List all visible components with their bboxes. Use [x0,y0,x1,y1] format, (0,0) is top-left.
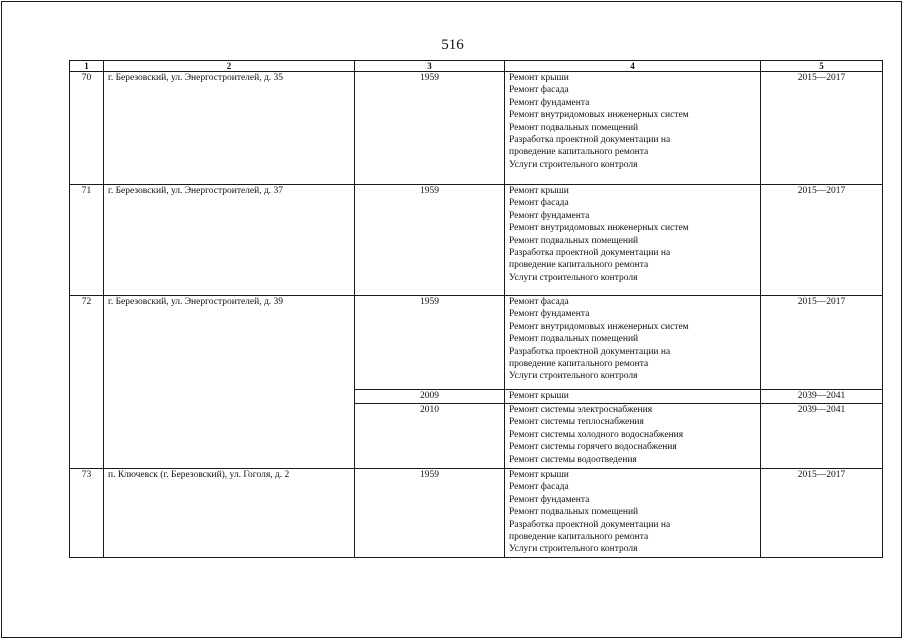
work-item: Ремонт фундамента [509,210,590,221]
work-item: Ремонт внутридомовых инженерных систем [509,110,689,121]
work-item: Ремонт крыши [509,391,569,401]
work-item: Услуги строительного контроля [509,371,638,382]
work-list [505,296,761,390]
commission-year: 1959 [355,72,505,185]
work-item: Услуги строительного контроля [509,544,638,555]
row-number: 70 [70,72,104,185]
column-header: 2 [104,61,355,72]
table-row [70,296,883,390]
repair-period: 2015—2017 [761,469,883,558]
building-address: г. Березовский, ул. Энергостроителей, д. 39 [104,296,355,469]
commission-year: 1959 [355,185,505,296]
table-row [70,72,883,185]
work-item: Ремонт фундамента [509,494,590,505]
commission-year: 1959 [355,296,505,390]
work-list [505,469,761,558]
work-item: Ремонт системы холодного водоснабжения [509,429,684,440]
work-item: Ремонт фасада [509,198,569,209]
work-item: Ремонт фасада [509,85,569,96]
work-item: Ремонт подвальных помещений [509,334,639,345]
work-item: Разработка проектной документации на [509,519,671,530]
work-item: Ремонт внутридомовых инженерных систем [509,321,689,332]
repair-period: 2039—2041 [761,404,883,469]
work-item: Ремонт системы электроснабжения [509,405,653,415]
work-item: Ремонт фасада [509,297,569,307]
column-header: 3 [355,61,505,72]
commission-year: 2009 [355,390,505,404]
work-list [505,72,761,185]
building-address: г. Березовский, ул. Энергостроителей, д. 37 [104,185,355,296]
work-item: Ремонт подвальных помещений [509,235,639,246]
work-item: Ремонт фундамента [509,97,590,108]
work-item: проведение капитального ремонта [509,260,649,271]
column-header: 4 [505,61,761,72]
row-number: 71 [70,185,104,296]
repair-period: 2015—2017 [761,72,883,185]
work-list [505,390,761,404]
work-item: Ремонт внутридомовых инженерных систем [509,223,689,234]
building-address: г. Березовский, ул. Энергостроителей, д. 35 [104,72,355,185]
commission-year: 1959 [355,469,505,558]
column-header: 5 [761,61,883,72]
work-item: проведение капитального ремонта [509,532,649,543]
work-item: Ремонт крыши [509,470,569,480]
work-item: Ремонт системы водоотведения [509,454,637,465]
row-number: 73 [70,469,104,558]
commission-year: 2010 [355,404,505,469]
work-item: проведение капитального ремонта [509,147,649,158]
building-address: п. Ключевск (г. Березовский), ул. Гоголя, д. 2 [104,469,355,558]
repair-schedule-table [69,60,883,558]
work-item: Разработка проектной документации на [509,248,671,259]
row-number: 72 [70,296,104,469]
work-item: Ремонт подвальных помещений [509,507,639,518]
page-number: 516 [441,37,464,53]
repair-period: 2015—2017 [761,185,883,296]
work-item: Услуги строительного контроля [509,159,638,170]
repair-period: 2015—2017 [761,296,883,390]
repair-period: 2039—2041 [761,390,883,404]
work-item: Ремонт крыши [509,186,569,196]
column-header: 1 [70,61,104,72]
work-list [505,185,761,296]
work-item: Ремонт подвальных помещений [509,122,639,133]
table-header-row [70,61,883,72]
work-item: Ремонт системы теплоснабжения [509,417,644,428]
work-item: Разработка проектной документации на [509,135,671,146]
work-item: Ремонт фасада [509,482,569,493]
work-item: Разработка проектной документации на [509,346,671,357]
table-row [70,469,883,558]
work-item: Ремонт фундамента [509,309,590,320]
work-item: Ремонт крыши [509,73,569,83]
work-item: проведение капитального ремонта [509,359,649,370]
work-item: Услуги строительного контроля [509,272,638,283]
work-item: Ремонт системы горячего водоснабжения [509,442,677,453]
work-list [505,404,761,469]
table-row [70,185,883,296]
